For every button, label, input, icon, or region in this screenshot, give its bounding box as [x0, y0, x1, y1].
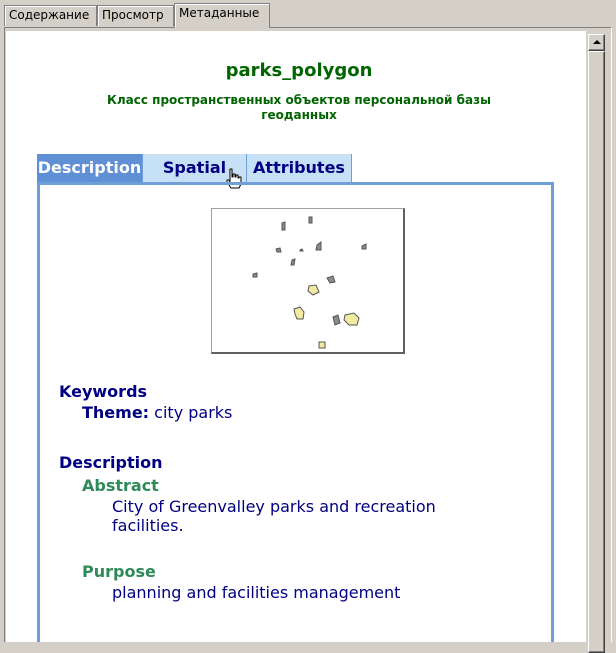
tab-metadata[interactable]: Метаданные	[174, 3, 270, 28]
theme-value: city parks	[154, 403, 233, 422]
purpose-heading: Purpose	[82, 562, 156, 581]
tab-preview[interactable]: Просмотр	[97, 5, 174, 26]
abstract-text: City of Greenvalley parks and recreation facilities.	[112, 497, 436, 535]
metadata-view	[6, 31, 586, 642]
parks-map-icon	[212, 209, 404, 353]
dataset-thumbnail	[211, 208, 405, 354]
metadata-title: parks_polygon	[225, 60, 373, 81]
purpose-text: planning and facilities management	[112, 583, 401, 602]
window-tab-strip	[0, 0, 616, 30]
scroll-up-arrow-icon	[593, 40, 601, 45]
scroll-up-button[interactable]	[588, 34, 605, 51]
description-heading: Description	[59, 453, 163, 472]
keywords-heading: Keywords	[59, 382, 148, 401]
scroll-thumb[interactable]	[588, 51, 605, 653]
tab-spatial[interactable]: Spatial	[143, 154, 247, 182]
tab-contents[interactable]: Содержание	[4, 5, 97, 26]
tab-description[interactable]: Description	[37, 154, 143, 182]
tab-attributes[interactable]: Attributes	[247, 154, 352, 182]
vertical-scrollbar[interactable]	[588, 34, 605, 642]
theme-label: Theme:	[82, 403, 150, 422]
metadata-subtitle: Класс пространственных объектов персональной базы геоданных	[107, 93, 491, 122]
theme-keyword	[82, 403, 232, 422]
abstract-heading: Abstract	[82, 476, 159, 495]
